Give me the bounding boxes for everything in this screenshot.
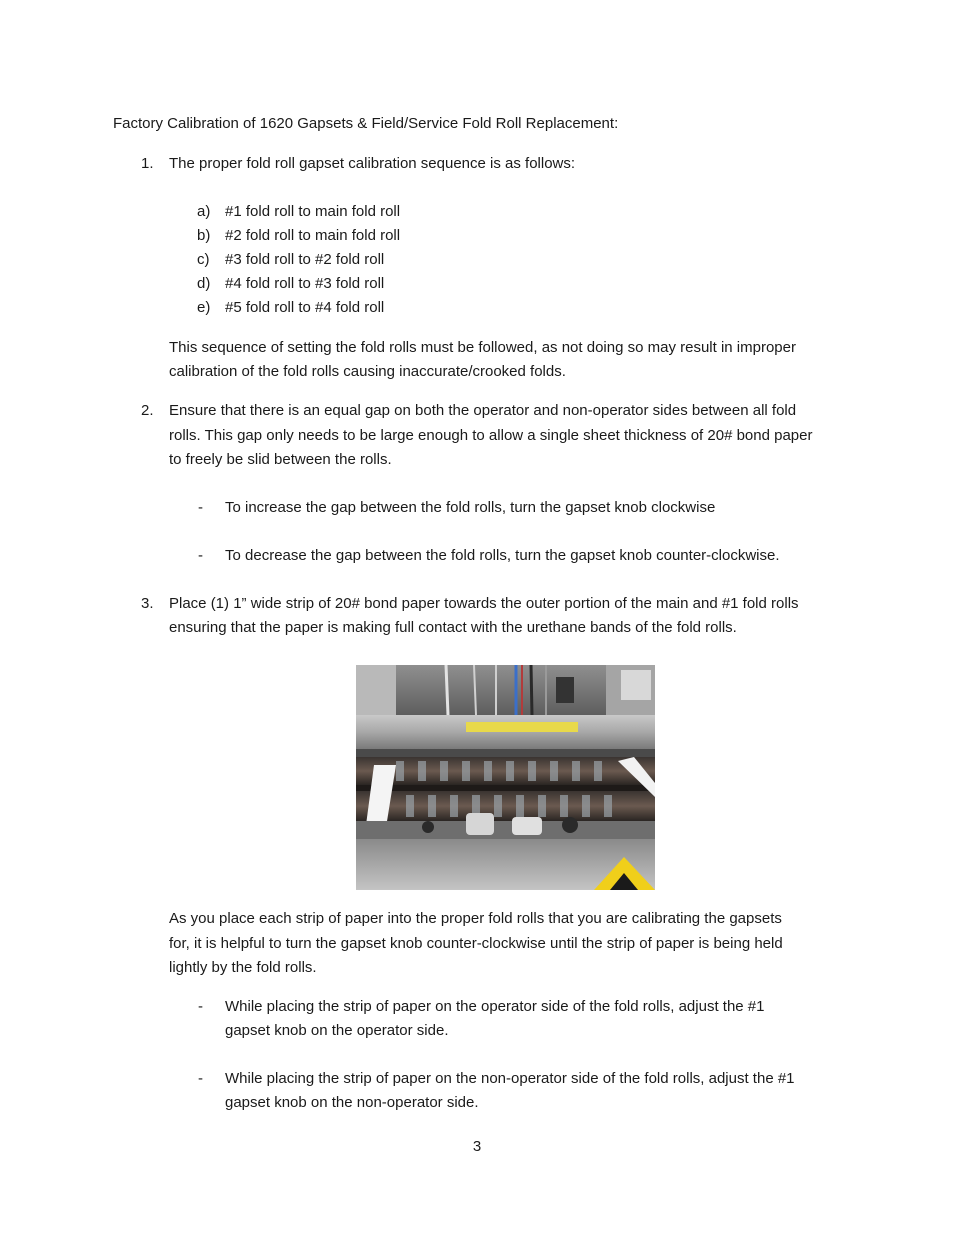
step-1-note-line: This sequence of setting the fold rolls must be followed, as not doing so may result in improper [169,339,796,356]
bullet-dash: - [198,499,203,516]
sequence-item: #5 fold roll to #4 fold roll [225,299,385,316]
step-3-bullet-line: While placing the strip of paper on the operator side of the fold rolls, adjust the #1 [225,998,765,1015]
sequence-item: #3 fold roll to #2 fold roll [225,251,385,268]
step-3-bullet-line: gapset knob on the operator side. [225,1022,449,1039]
step-3-bullet-line: gapset knob on the non-operator side. [225,1094,479,1111]
step-3-line: Place (1) 1” wide strip of 20# bond paper towards the outer portion of the main and #1 fold rolls [169,595,799,612]
step-2-bullet: To increase the gap between the fold rolls, turn the gapset knob clockwise [225,499,716,516]
step-1-number: 1. [141,155,154,172]
step-3-number: 3. [141,595,154,612]
bullet-dash: - [198,547,203,564]
sequence-item: #2 fold roll to main fold roll [225,227,401,244]
sequence-item: #1 fold roll to main fold roll [225,203,401,220]
page-heading: Factory Calibration of 1620 Gapsets & Field/Service Fold Roll Replacement: [113,115,619,132]
fold-rolls-photo [356,665,655,890]
sequence-letter: d) [197,275,211,292]
step-2-line: Ensure that there is an equal gap on both the operator and non-operator sides between all fold [169,402,797,419]
step-2-bullet: To decrease the gap between the fold rolls, turn the gapset knob counter-clockwise. [225,547,780,564]
step-1-note-line: calibration of the fold rolls causing inaccurate/crooked folds. [169,363,566,380]
sequence-letter: b) [197,227,211,244]
bullet-dash: - [198,1070,203,1087]
sequence-letter: e) [197,299,211,316]
step-3-after-line: for, it is helpful to turn the gapset knob counter-clockwise until the strip of paper is being held [169,935,783,952]
page-number: 3 [472,1138,482,1155]
step-3-bullet-line: While placing the strip of paper on the non-operator side of the fold rolls, adjust the #1 [225,1070,795,1087]
sequence-letter: a) [197,203,211,220]
step-3-after-line: lightly by the fold rolls. [169,959,317,976]
step-2-line: rolls. This gap only needs to be large enough to allow a single sheet thickness of 20# bond paper [169,427,813,444]
sequence-letter: c) [197,251,210,268]
bullet-dash: - [198,998,203,1015]
step-3-line: ensuring that the paper is making full contact with the urethane bands of the fold rolls. [169,619,737,636]
step-2-line: to freely be slid between the rolls. [169,451,392,468]
step-1-text: The proper fold roll gapset calibration sequence is as follows: [169,155,576,172]
step-3-after-line: As you place each strip of paper into the proper fold rolls that you are calibrating the gapsets [169,910,782,927]
step-2-number: 2. [141,402,154,419]
sequence-item: #4 fold roll to #3 fold roll [225,275,385,292]
